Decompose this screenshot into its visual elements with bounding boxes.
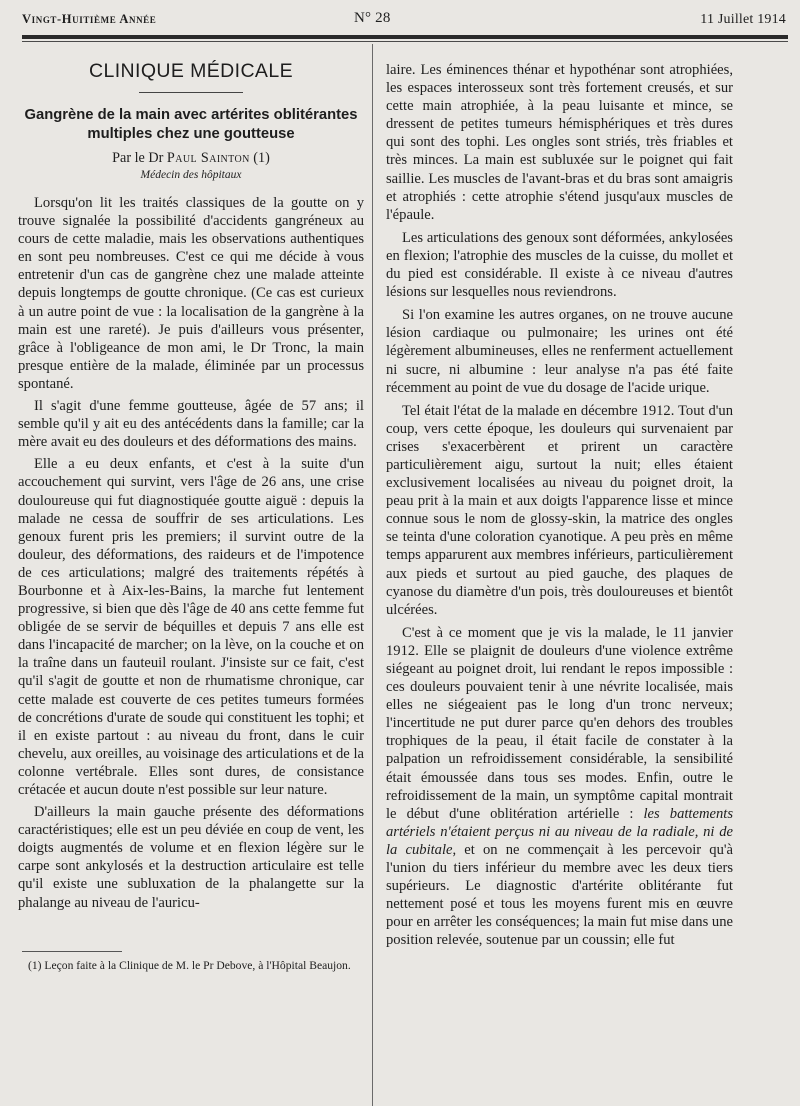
running-header — [22, 10, 786, 34]
italic-run: les battements artériels n'étaient perçus ni au niveau de la radiale, ni de la cubitale — [386, 805, 733, 858]
continued-paragraph: laire. Les éminences thénar et hypothénar sont atrophiées, les espaces interosseux sont très fortement creusés, et sur cette main atrophiée, à la peau luisante et mince, se dressent de petites tumeurs hémisphériques et très dures qui sont des tophi. Les ongles sont striés, très friables et très minces. La main est subluxée sur le poignet qui fait saillie. Les muscles de l'avant-bras et du bras sont amaigris et atrophiés : cette atrophie s'étend jusqu'aux muscles de l'épaule. — [386, 62, 733, 223]
right-body — [386, 61, 733, 950]
footnote: (1) Leçon faite à la Clinique de M. le Pr Debove, à l'Hôpital Beaujon. — [28, 959, 351, 972]
volume-label: Vingt-Huitième Année — [22, 12, 157, 26]
paragraph-with-italic — [386, 624, 733, 950]
paragraph: Tel était l'état de la malade en décembre 1912. Tout d'un coup, vers cette époque, les douleurs qui survenaient par crises s'exacerbèrent et prirent un caractère particulièrement aigu, surtout la nuit; elles étaient exclusivement localisées au niveau du poignet droit, la peau prit à la main et aux doigts l'apparence lisse et mince connue sous le nom de glossy-skin, la matrice des ongles se teinta d'une coloration cyanotique. A peu près en même temps apparurent aux membres inférieurs, particulièrement aux pieds et surtout au pied gauche, des plaques de cyanose du diamètre d'un pois, très douloureuses et bientôt ulcérées. — [386, 402, 733, 618]
author-name: Paul Sainton — [166, 150, 250, 166]
left-column — [18, 46, 364, 916]
issue-number: N° 28 — [354, 10, 391, 26]
header-rule-thin — [22, 41, 788, 42]
article-title: Gangrène de la main avec artérites oblitérantes multiples chez une goutteuse — [24, 107, 358, 142]
paragraph: Lorsqu'on lit les traités classiques de la goutte on y trouve signalée la possibilité d'accidents gangréneux au cours de cette maladie, mais les observations authentiques en sont peu nombreuses. C'est ce qui me décide à vous entretenir d'un cas de gangrène chez une malade atteinte depuis longtemps de goutte chronique. (Ce cas est curieux à un autre point de vue : la localisation de la gangrène à la main est une rareté). Je puis d'ailleurs vous présenter, grâce à l'obligeance de mon ami, le Dr Tronc, la main presque entière de la malade, éliminée par un processus spontané. — [18, 195, 364, 392]
paragraph: D'ailleurs la main gauche présente des déformations caractéristiques; elle est un peu déviée en coup de vent, les doigts augmentés de volume et en flexion légère sur le carpe sont ankylosés et la destruction articulaire est telle qu'il existe une subluxation de la phalangette sur la phalange au niveau de l'auricu- — [18, 804, 364, 911]
byline-prefix: Par le Dr — [112, 150, 167, 166]
footnote-ref: (1) — [249, 150, 270, 166]
text-run: , et on ne commençait à les percevoir qu'à l'union du tiers inférieur du membre avec les deux tiers supérieurs. Le diagnostic d'artérite oblitérante fut nettement posé et tous les moyens furent mis en œuvre pour en arrêter les conséquences; la main fut mise dans une position relevée, soutenue par un coussin; elle fut — [386, 841, 733, 949]
section-rule — [139, 92, 243, 93]
paragraph: Si l'on examine les autres organes, on ne trouve aucune lésion cardiaque ou pulmonaire; les urines ont été légèrement albumineuses, elles ne renferment actuellement ni sucre, ni albumine : leur analyse n'a pas été faite récemment au point de vue du dosage de l'acide urique. — [386, 307, 733, 396]
paragraph: Elle a eu deux enfants, et c'est à la suite d'un accouchement qui survint, vers l'âge de 26 ans, une crise douloureuse qui fut diagnostiquée goutte aiguë : depuis la malade ne cessa de souffrir de ses articulations. Les genoux furent pris les premiers; il survint outre de la douleur, des déformations, des raideurs et de l'impotence de ces articulations; malgré des traitements répétés à Bourbonne et à Aix-les-Bains, la marche fut lentement progressive, si bien que dès l'âge de 40 ans cette femme fut obligée de se servir de béquilles et depuis 7 ans elle est dans l'incapacité de marcher; on la lève, on la couche et on la traîne dans un fauteuil roulant. J'insiste sur ce fait, c'est qu'il s'agit de goutte et non de rhumatisme chronique, car cette malade est couverte de ces petites tumeurs formées de concrétions d'urate de soude qui constituent les tophi; et il en existe partout : au niveau du front, dans le cuir chevelu, aux oreilles, au voisinage des articulations et de la colonne vertébrale. Elles sont dures, de consistance crétacée et aucun doute n'est possible sur leur nature. — [18, 456, 364, 798]
header-rule-heavy — [22, 35, 788, 39]
author-affiliation: Médecin des hôpitaux — [140, 169, 242, 181]
footnote-rule — [22, 951, 122, 952]
column-divider — [372, 44, 373, 1106]
left-body — [18, 194, 364, 912]
section-heading: CLINIQUE MÉDICALE — [88, 60, 293, 82]
paragraph: Il s'agit d'une femme goutteuse, âgée de 57 ans; il semble qu'il y ait eu des antécédents dans la famille; car la mère avait eu des douleurs et des déformations des mains. — [18, 398, 364, 451]
byline — [18, 150, 364, 168]
paragraph: Les articulations des genoux sont déformées, ankylosées en flexion; l'atrophie des muscles de la cuisse, du mollet et du pied est considérable. Il existe à ce niveau d'autres lésions sur lesquelles nous reviendrons. — [386, 229, 733, 301]
issue-date: 11 Juillet 1914 — [700, 12, 786, 27]
text-run: C'est à ce moment que je vis la malade, le 11 janvier 1912. Elle se plaignit de douleurs d'une violence extrême siégeant au poignet droit, lui rendant le repos impossible : ces douleurs pouvaient tenir à une névrite localisée, mais elles ne siégeaient pas le long d'un tronc nerveux; l'incertitude ne put durer parce qu'en dehors des troubles trophiques de la peau, il était facile de constater à la palpation un refroidissement considérable, la sensibilité était émoussée dans tous ses modes. Enfin, outre le refroidissement de la main, un symptôme capital montrait le début d'une oblitération artérielle : — [386, 624, 733, 822]
right-column — [386, 52, 733, 955]
